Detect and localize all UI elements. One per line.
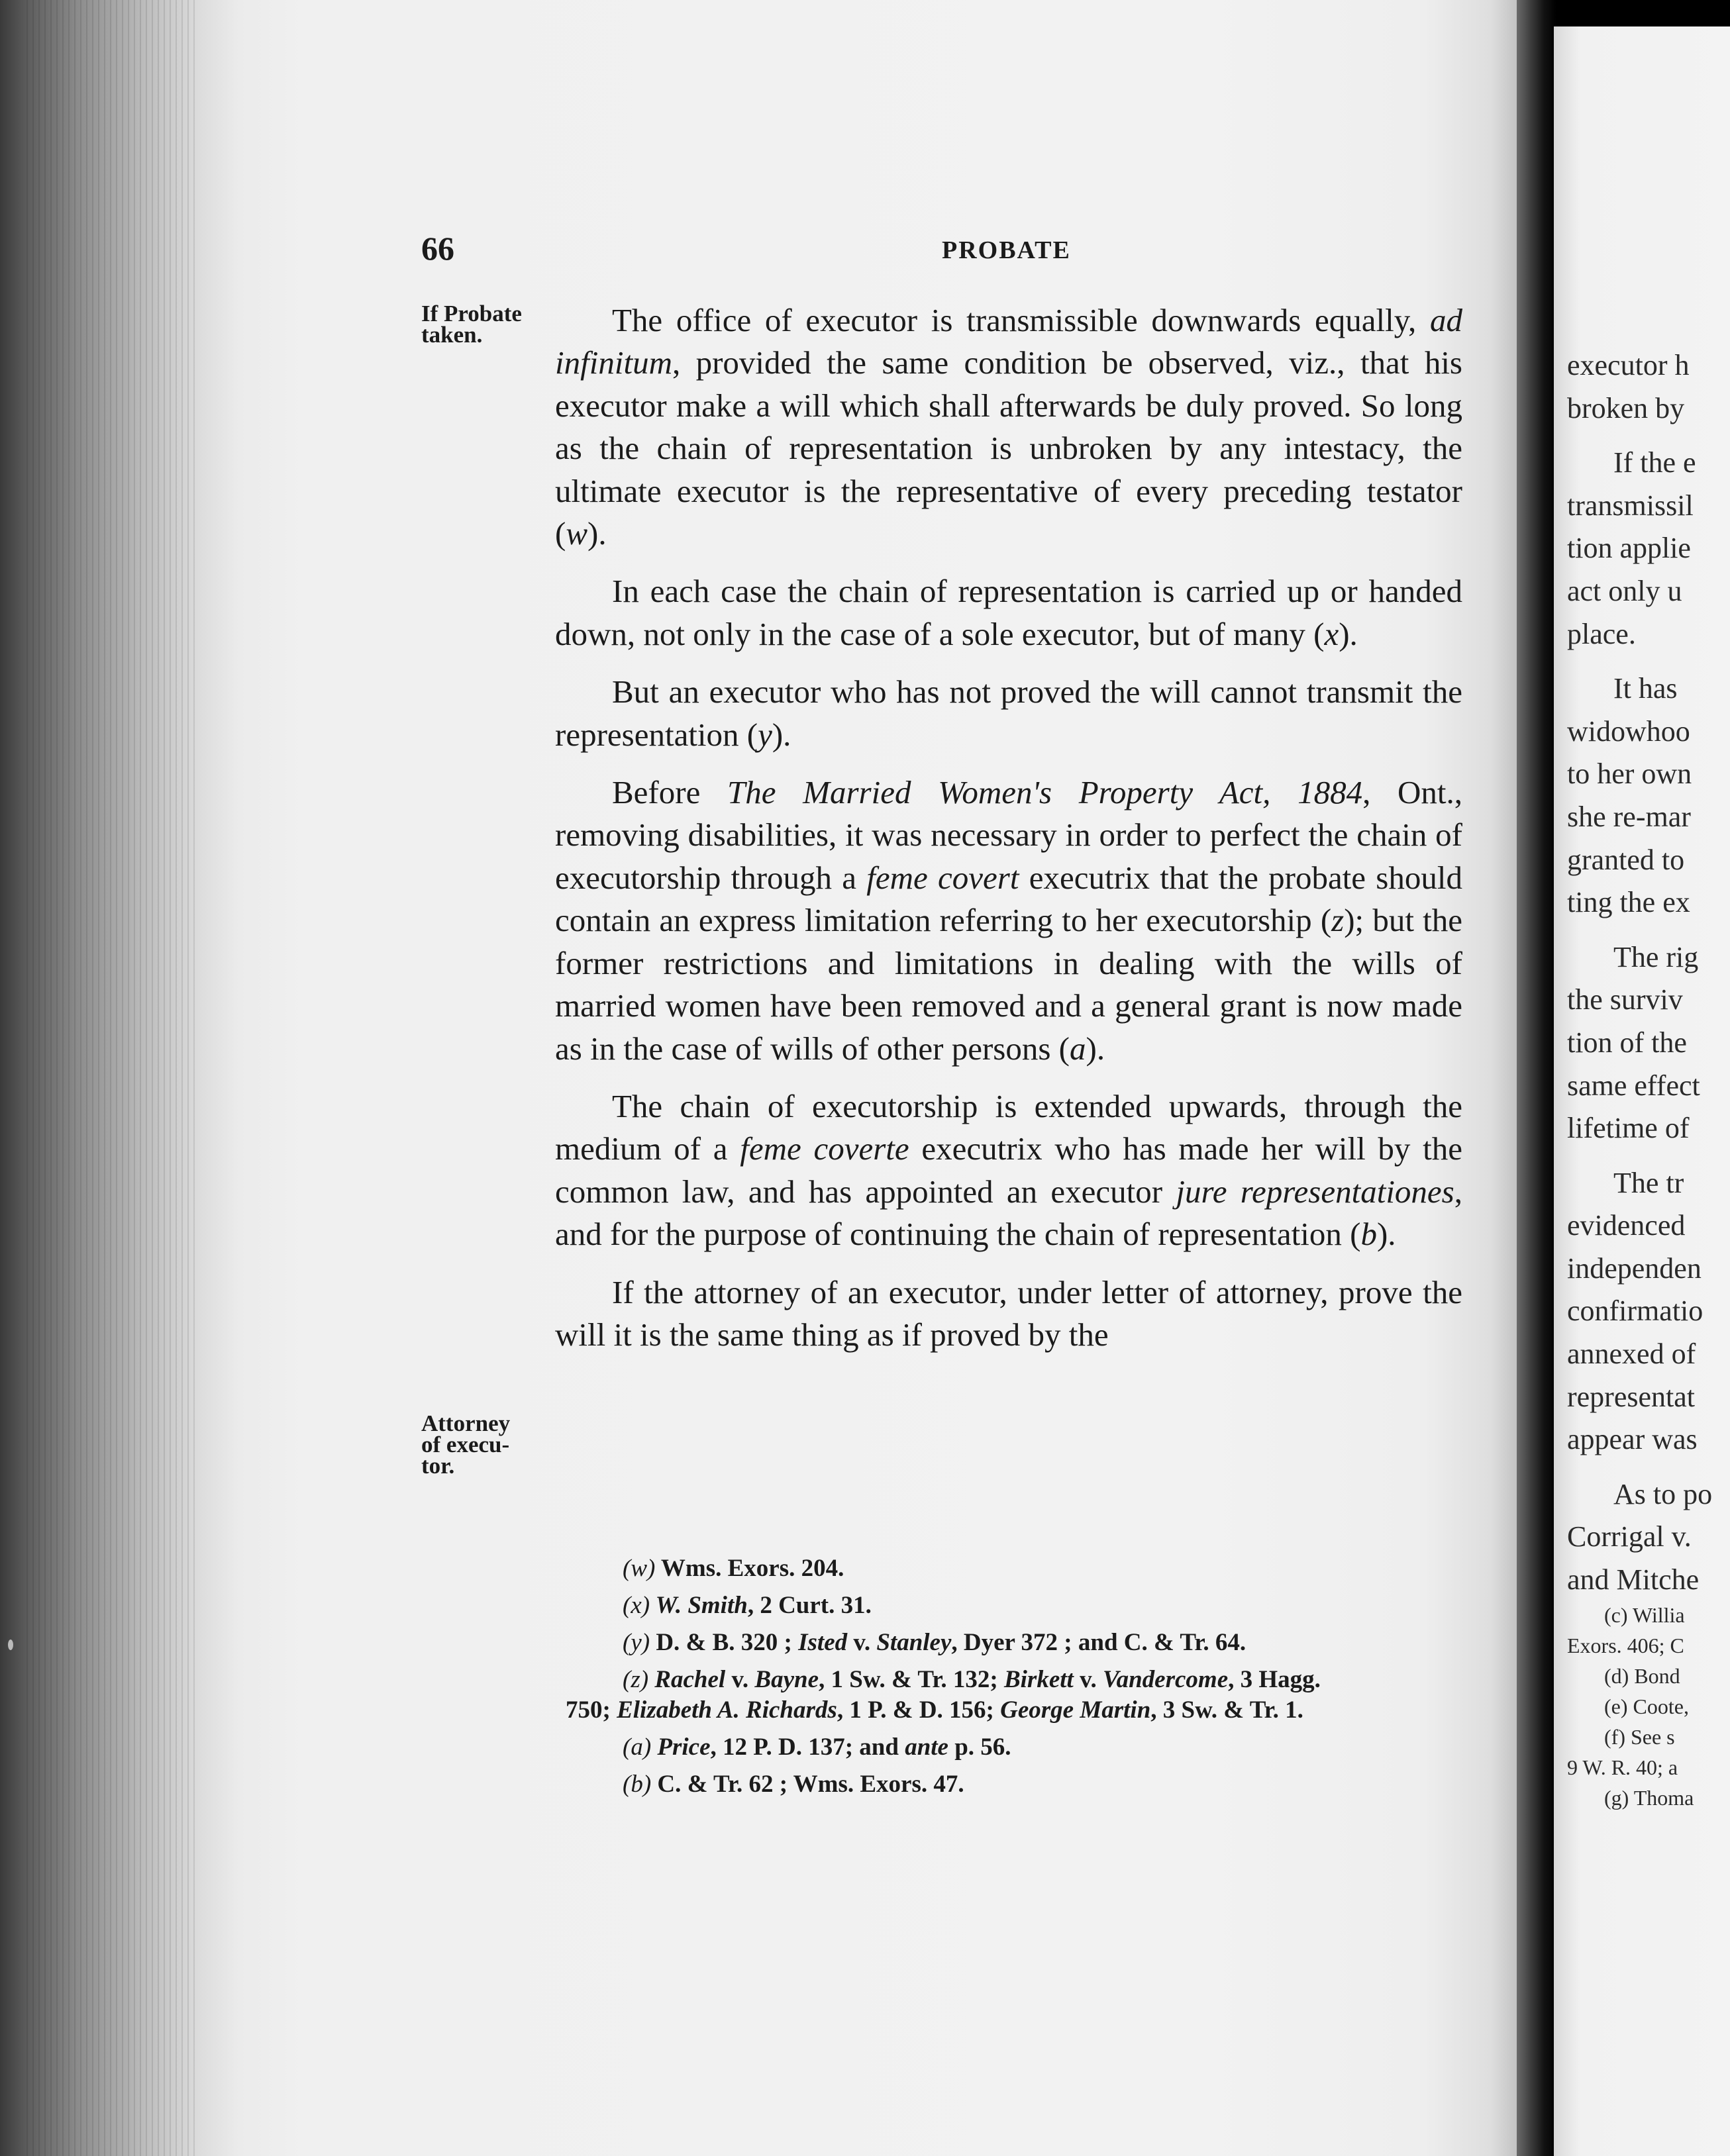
- right-page-line: annexed of: [1567, 1338, 1696, 1371]
- right-page-line: the surviv: [1567, 983, 1683, 1016]
- right-page-line: tion of the: [1567, 1026, 1687, 1059]
- right-page-gap: [1567, 430, 1730, 442]
- footnote-x: (x) W. Smith, 2 Curt. 31.: [623, 1592, 872, 1619]
- right-page-line: act only u: [1567, 574, 1682, 607]
- paragraph-married-women: Before The Married Women's Property Act, 1884, Ont., removing disabilities, it was necessary in order to perfect the chain of executorship through a feme covert executrix that the probate should contain an express limitation referring to her executorship (z); but the former restrictions and limitations in dealing with the wills of married women have been removed and a general grant is now made as in the case of wills of other persons (a).: [555, 774, 1462, 1067]
- margin-note-line: tor.: [421, 1453, 455, 1479]
- paragraph-extended-upwards: The chain of executorship is extended upwards, through the medium of a feme coverte executrix who has made her will by the common law, and has appointed an executor jure representationes, and for the purpose of continuing the chain of representation (b).: [555, 1087, 1462, 1253]
- footnote-w: (w) Wms. Exors. 204.: [623, 1555, 844, 1582]
- footnote-z-continued: 750; Elizabeth A. Richards, 1 P. & D. 156; George Martin, 3 Sw. & Tr. 1.: [566, 1696, 1303, 1724]
- right-page-line: It has: [1613, 672, 1678, 705]
- right-page-line: she re-mar: [1567, 800, 1691, 833]
- margin-note-attorney: [421, 1410, 554, 1479]
- right-page-line: and Mitche: [1567, 1563, 1700, 1596]
- paragraph-attorney: If the attorney of an executor, under letter of attorney, prove the will it is the same thing as if proved by the: [555, 1273, 1462, 1353]
- right-page-line: executor h: [1567, 349, 1690, 381]
- right-page-line: representat: [1567, 1380, 1695, 1413]
- right-page-footnote-line: Exors. 406; C: [1567, 1634, 1684, 1657]
- right-page-line: The rig: [1613, 940, 1699, 973]
- right-page-gap: [1567, 1461, 1730, 1473]
- main-text: [555, 299, 1462, 1371]
- right-page-line: As to po: [1613, 1477, 1713, 1510]
- book-spine: [1517, 0, 1556, 2156]
- right-page-line: widowhoo: [1567, 714, 1690, 748]
- page-number: 66: [421, 230, 454, 267]
- footnote-b: (b) C. & Tr. 62 ; Wms. Exors. 47.: [623, 1771, 964, 1798]
- footnote-y: (y) D. & B. 320 ; Isted v. Stanley, Dyer 372 ; and C. & Tr. 64.: [623, 1629, 1247, 1656]
- right-page-line: to her own: [1567, 758, 1692, 791]
- paragraph-transmissible: The office of executor is transmissible downwards equally, ad infinitum, provided the same condition be observed, viz., that his executor make a will which shall afterwards be duly proved. So long as the chain of representation is unbroken by any intestacy, the ultimate executor is the representative of every preceding testator (w).: [555, 302, 1462, 552]
- right-page-line: transmissil: [1567, 489, 1694, 522]
- right-page-line: granted to: [1567, 843, 1685, 876]
- right-page-line: same effect: [1567, 1069, 1700, 1102]
- right-page-line: Corrigal v.: [1567, 1520, 1692, 1553]
- right-page-footnote-line: (f) See s: [1604, 1725, 1675, 1749]
- right-page-footnote-line: (c) Willia: [1604, 1603, 1685, 1627]
- right-page-gap: [1567, 656, 1730, 667]
- footnotes: [566, 1553, 1473, 1806]
- right-page-line: place.: [1567, 617, 1636, 650]
- right-page-line: broken by: [1567, 391, 1685, 424]
- paragraph-chain-carried: In each case the chain of representation is carried up or handed down, not only in the case of a sole executor, but of many (x).: [555, 573, 1462, 652]
- paragraph-not-proved: But an executor who has not proved the will cannot transmit the representation (y).: [555, 673, 1462, 753]
- right-page-line: lifetime of: [1567, 1112, 1690, 1145]
- right-page-fragment: [1554, 26, 1730, 2156]
- margin-note-line: taken.: [421, 322, 483, 348]
- running-head: PROBATE: [942, 236, 1071, 264]
- right-page-footnote-line: (e) Coote,: [1604, 1694, 1689, 1718]
- right-page-text: [1567, 344, 1730, 1602]
- right-page-line: The tr: [1613, 1166, 1684, 1199]
- right-page-footnotes: [1567, 1600, 1730, 1813]
- margin-note-probate-taken: [421, 303, 554, 346]
- right-page-line: tion applie: [1567, 532, 1691, 565]
- margin-note-line: If Probate: [421, 301, 522, 326]
- margin-note-line: of execu-: [421, 1432, 510, 1457]
- right-page-line: If the e: [1613, 446, 1696, 479]
- right-page-line: evidenced: [1567, 1209, 1686, 1242]
- scan-speck: [8, 1640, 13, 1650]
- footnote-a: (a) Price, 12 P. D. 137; and ante p. 56.: [623, 1734, 1011, 1761]
- right-page-line: independen: [1567, 1251, 1702, 1285]
- margin-note-line: Attorney: [421, 1410, 511, 1436]
- page-edge-stack: [26, 0, 199, 2156]
- right-page-footnote-line: 9 W. R. 40; a: [1567, 1755, 1678, 1779]
- right-page-line: confirmatio: [1567, 1295, 1704, 1328]
- right-page-gap: [1567, 924, 1730, 936]
- footnote-z: (z) Rachel v. Bayne, 1 Sw. & Tr. 132; Birkett v. Vandercome, 3 Hagg.: [623, 1666, 1321, 1693]
- right-page-line: ting the ex: [1567, 886, 1690, 919]
- right-page-footnote-line: (d) Bond: [1604, 1664, 1680, 1688]
- right-page-footnote-line: (g) Thoma: [1604, 1786, 1694, 1810]
- right-page-gap: [1567, 1150, 1730, 1162]
- right-page-line: appear was: [1567, 1423, 1698, 1456]
